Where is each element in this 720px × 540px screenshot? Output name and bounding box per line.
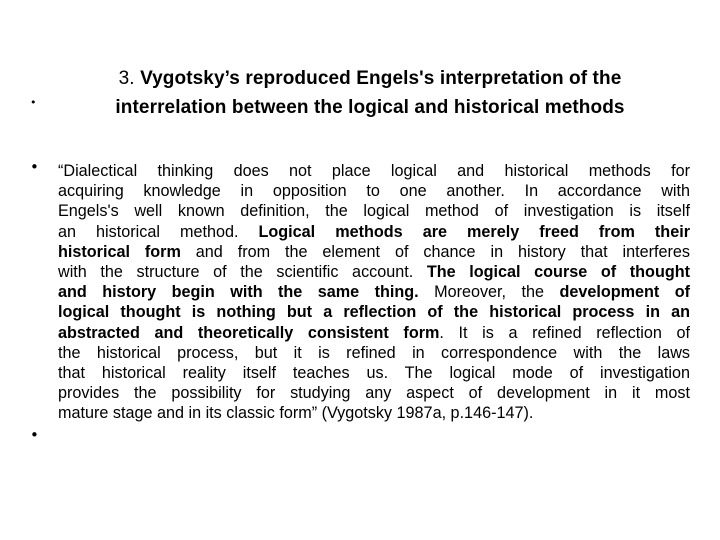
quote-line (58, 383, 690, 403)
quote-line (58, 282, 690, 302)
quote-text: with the structure of the scientific account. (58, 262, 427, 281)
title-line-2: interrelation between the logical and historical methods (115, 97, 625, 118)
quote-text: “Dialectical thinking does not place logical and historical methods for (58, 162, 690, 180)
quote-emphasis: and history begin with the same thing. (58, 283, 419, 302)
quote-bullet: • (30, 158, 39, 176)
quote-text: Engels's well known definition, the logical method of investigation is itself (58, 202, 690, 221)
quote-emphasis: historical form (58, 242, 181, 261)
quote-emphasis: Logical methods are merely freed from their (258, 222, 690, 241)
quote-text: that historical reality itself teaches us. The logical mode of investigation (58, 363, 690, 382)
quote-line (58, 302, 690, 322)
quote-line (58, 222, 690, 242)
quote-line (58, 262, 690, 282)
quote-emphasis: logical thought is nothing but a reflection of the historical process in an (58, 303, 690, 322)
title-number: 3. (118, 68, 135, 89)
quote-line (58, 343, 690, 363)
slide-title (60, 64, 680, 122)
quote-emphasis: abstracted and theoretically consistent form (58, 323, 440, 342)
quote-text: mature stage and in its classic form” (Vygotsky 1987a, p.146-147). (58, 404, 534, 423)
quote-line (58, 242, 690, 262)
quote-line (58, 323, 690, 343)
quote-line (58, 363, 690, 383)
quote-line (58, 161, 690, 181)
quote-text: and from the element of chance in history that interferes (180, 242, 690, 261)
quote-text: acquiring knowledge in opposition to one another. In accordance with (58, 182, 690, 201)
quote-text: Moreover, the (418, 283, 560, 302)
quote-text: the historical process, but it is refined in correspondence with the laws (58, 343, 690, 362)
title-line-1 (60, 64, 680, 93)
quote-line (58, 201, 690, 221)
empty-bullet: • (30, 426, 39, 444)
quote-paragraph (58, 161, 690, 423)
title-bullet: • (30, 96, 37, 109)
quote-line (58, 403, 690, 423)
quote-emphasis: development of (559, 283, 690, 302)
quote-text: . It is a refined reflection of (439, 323, 690, 342)
quote-emphasis: The logical course of thought (426, 262, 690, 281)
quote-line (58, 181, 690, 201)
quote-text: an historical method. (58, 222, 259, 241)
quote-text: provides the possibility for studying any aspect of development in it most (58, 384, 690, 403)
title-text-1: Vygotsky’s reproduced Engels's interpretation of the (140, 68, 622, 89)
